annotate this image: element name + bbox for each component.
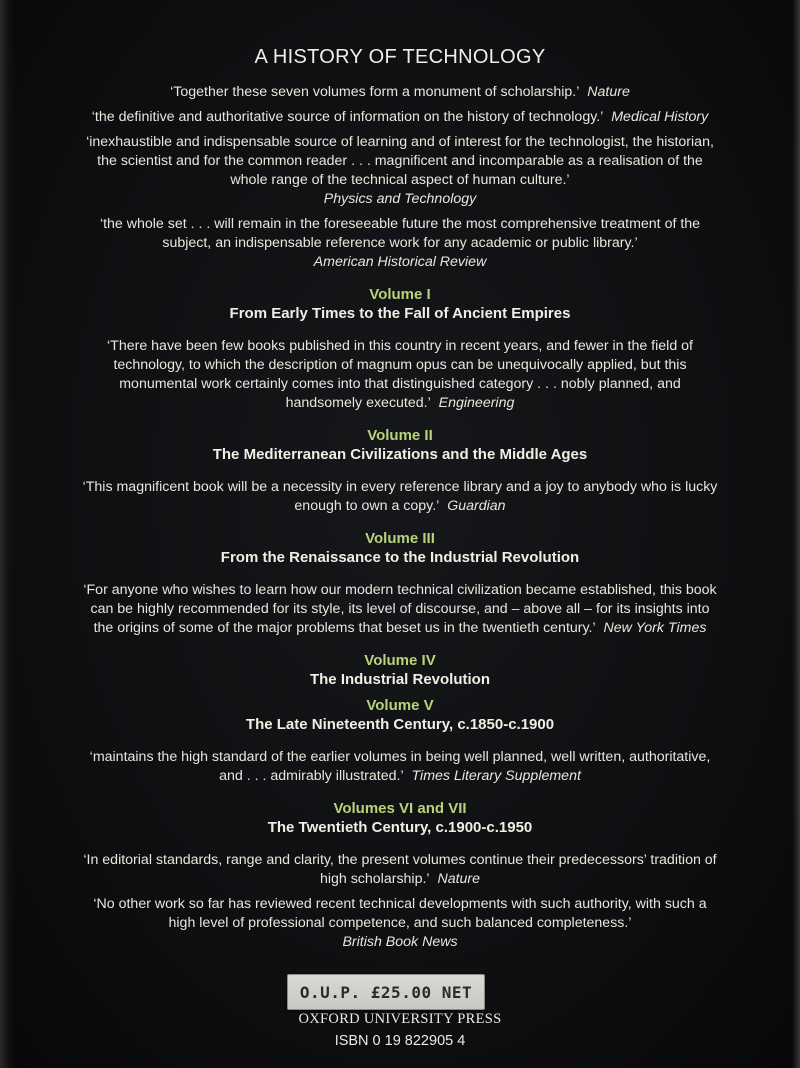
cover-content [80,46,720,958]
quote-source: Engineering [438,395,515,411]
price-label: O.U.P. £25.00 NET [299,982,473,1002]
volume-section [80,530,720,567]
volume-number: Volume I [369,286,431,303]
volume-section [80,697,720,734]
quote-source: New York Times [603,620,707,636]
review-quote [80,337,720,413]
price-sticker [287,974,485,1010]
volume-section [80,652,720,689]
volume-title: The Industrial Revolution [309,671,490,688]
quote-source: Medical History [611,109,709,125]
review-quote [80,108,720,127]
quote-source: Physics and Technology [323,191,477,207]
quote-source: Times Literary Supplement [411,768,581,784]
volume-section [80,286,720,323]
quote-text: ‘maintains the high standard of the earlier volumes in being well planned, well written, authoritative, and . . . admirably illustrated.’ [89,749,711,784]
volume-number: Volume IV [364,652,436,669]
quote-text: ‘There have been few books published in this country in recent years, and fewer in the field of technology, to which the description of magnum opus can be unequivocally applied, but this monumental work certainly comes into that distinguished category . . . nobly planned, and handsomely executed.’ [107,338,693,411]
isbn-number: ISBN 0 19 822905 4 [334,1033,466,1049]
review-quote [80,581,720,638]
review-quote [80,851,720,889]
quote-text: ‘the definitive and authoritative source of information on the history of technology.’ [91,109,604,125]
volume-section [80,427,720,464]
volume-title: From the Renaissance to the Industrial Revolution [220,549,580,566]
volume-number: Volume II [367,427,433,444]
quote-text: ‘For anyone who wishes to learn how our modern technical civilization became established, this book can be highly recommended for its style, its level of discourse, and – above all – for its insights into the origins of some of the major problems that beset us in the twentieth century.’ [83,582,717,636]
review-quote [80,215,720,272]
quote-text: ‘This magnificent book will be a necessity in every reference library and a joy to anybody who is lucky enough to own a copy.’ [82,479,718,514]
intro-quotes [80,83,720,272]
quote-source: Nature [437,871,481,887]
volume-number: Volume V [366,697,434,714]
quote-text: ‘the whole set . . . will remain in the foreseeable future the most comprehensive treatment of the subject, an indispensable reference work for any academic or public library.’ [99,216,701,251]
quote-source: Nature [587,84,630,100]
review-quote [80,895,720,952]
review-quote [80,83,720,102]
quote-text: ‘No other work so far has reviewed recent technical developments with such authority, with such a high level of professional competence, and such balanced completeness.’ [93,896,707,931]
publisher-name: OXFORD UNIVERSITY PRESS [298,1011,502,1027]
review-quote [80,748,720,786]
quote-source: British Book News [342,934,458,950]
volume-section [80,800,720,837]
volume-title: From Early Times to the Fall of Ancient Empires [229,305,571,322]
volume-number: Volume III [365,530,435,547]
quote-text: ‘Together these seven volumes form a monument of scholarship.’ [170,84,580,100]
quote-text: ‘inexhaustible and indispensable source of learning and of interest for the technologist, the historian, the scientist and for the common reader . . . magnificent and incomparable as a realisation of the whole range of the technical aspect of human culture.’ [86,134,714,188]
volume-number: Volumes VI and VII [333,800,467,817]
review-quote [80,133,720,209]
quote-text: ‘In editorial standards, range and clarity, the present volumes continue their predecessors’ tradition of high scholarship.’ [83,852,717,887]
quote-source: American Historical Review [313,254,487,270]
volume-title: The Mediterranean Civilizations and the Middle Ages [212,446,588,463]
cover-right-edge [792,0,800,1068]
volume-title: The Late Nineteenth Century, c.1850-c.1900 [245,716,555,733]
review-quote [80,478,720,516]
cover-left-edge [0,0,14,1068]
quote-source: Guardian [447,498,506,514]
book-title: A HISTORY OF TECHNOLOGY [254,46,546,68]
volume-title: The Twentieth Century, c.1900-c.1950 [267,819,533,836]
